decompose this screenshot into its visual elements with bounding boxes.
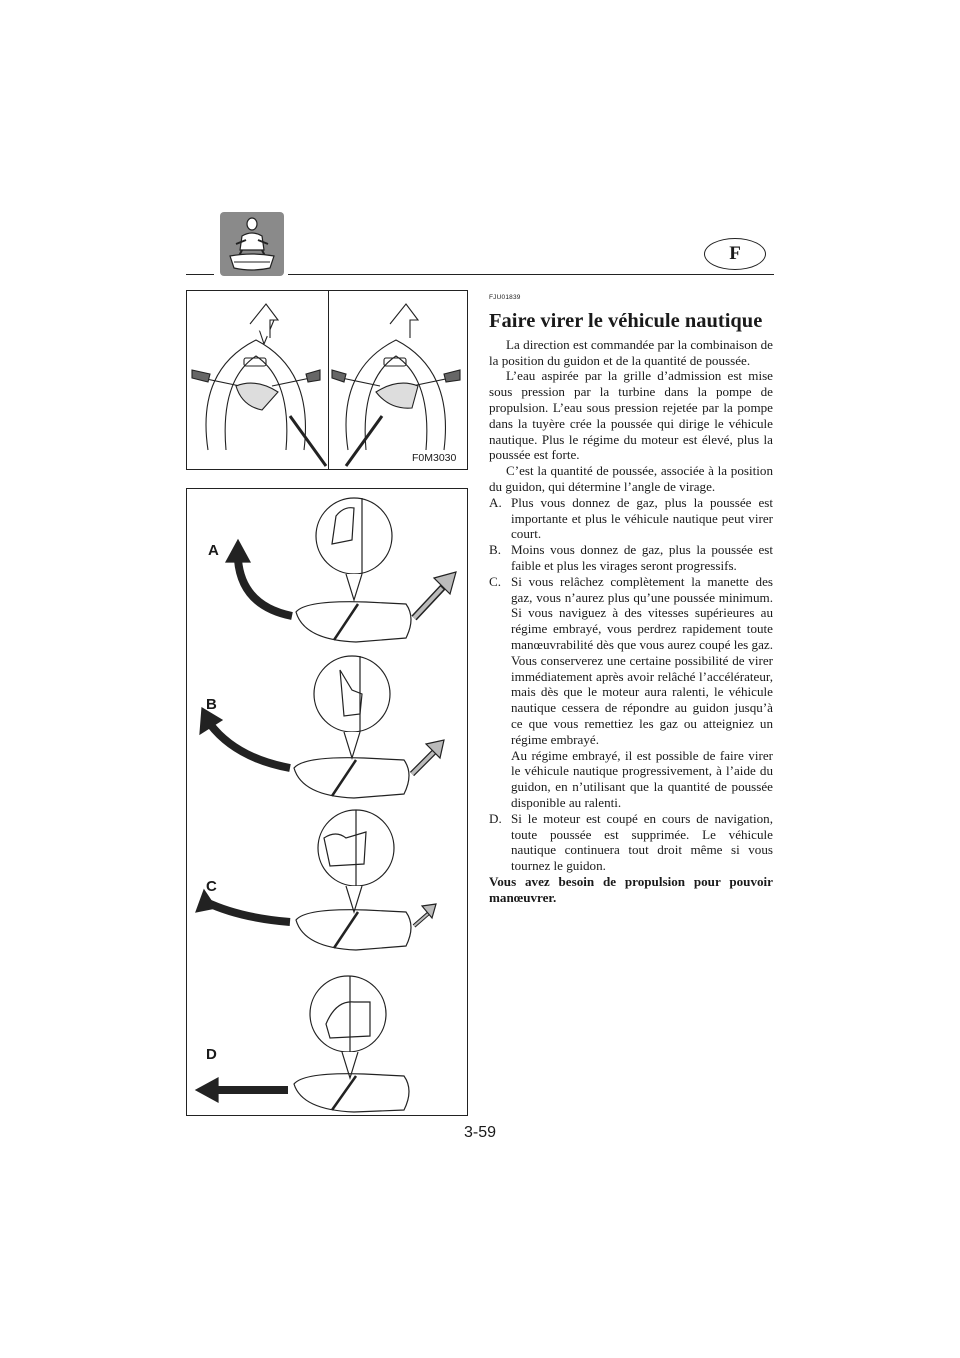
figure-label-b: B xyxy=(206,696,217,713)
paragraph: L’eau aspirée par la grille d’admission est mise sous pression par la turbine dans la pompe de propulsion. L’eau sous pression rejetée par la pompe dans la tuyère crée la poussée qui dirige le véhicule nautique. Plus le régime du moteur est élevé, plus la poussée est forte. xyxy=(489,368,773,463)
list-item-letter: D. xyxy=(489,810,502,826)
text-column xyxy=(489,290,773,905)
paragraph: C’est la quantité de poussée, associée à la position du guidon, qui détermine l’angle de virage. xyxy=(489,463,773,494)
list-item xyxy=(489,811,773,874)
document-code: FJU01839 xyxy=(489,294,521,301)
list-item-subtext: Au régime embrayé, il est possible de faire virer le véhicule nautique progressivement, à l’aide du guidon, en n’utilisant que la quantité de poussée disponible au ralenti. xyxy=(511,747,773,810)
page-number: 3-59 xyxy=(463,1124,497,1141)
figure-label-a: A xyxy=(208,542,219,559)
list-item-text: Moins vous donnez de gaz, plus la poussée est faible et plus les virages seront progressifs. xyxy=(511,542,773,573)
turning-sequence-illustration xyxy=(186,488,468,1116)
header-rule-right xyxy=(288,274,774,275)
figure-label-d: D xyxy=(206,1046,217,1063)
list-item-letter: B. xyxy=(489,542,502,558)
list-item-text: Si le moteur est coupé en cours de navigation, toute poussée est supprimée. Le véhicule nautique continuera tout droit même si vous tournez le guidon. xyxy=(511,810,773,874)
list-item-letter: C. xyxy=(489,573,502,589)
list-item-text: Si vous relâchez complètement la manette des gaz, vous n’aurez plus qu’une poussée minimum. Si vous naviguez à des vitesses supérieures au régime embrayé, vous perdrez rapidement toute manœuvrabilité dès que vous aurez coupé les gaz. Vous conserverez une certaine possibilité de virer immédiatement après avoir relâché l’accélérateur, mais dès que le moteur aura ralenti, le véhicule nautique cessera de répondre au guidon jusqu’à ce que vous remettiez les gaz ou atteigniez un régime embrayé. xyxy=(511,573,773,747)
final-note: Vous avez besoin de propulsion pour pouvoir manœuvrer. xyxy=(489,873,773,905)
list-item-letter: A. xyxy=(489,494,502,510)
list-item xyxy=(489,574,773,748)
paragraph: La direction est commandée par la combinaison de la position du guidon et de la quantité de poussée. xyxy=(489,336,773,368)
list-item-text: Plus vous donnez de gaz, plus la poussée est importante et plus le véhicule nautique peut virer court. xyxy=(511,494,773,542)
section-title: Faire virer le véhicule nautique xyxy=(489,309,763,332)
figure-label-c: C xyxy=(206,878,217,895)
handlebar-turn-illustration xyxy=(186,290,468,470)
rider-on-watercraft-icon xyxy=(220,212,284,276)
list-item xyxy=(489,542,773,574)
header-rule-left xyxy=(186,274,214,275)
language-badge: F xyxy=(704,238,766,270)
figure-code: F0M3030 xyxy=(412,452,457,464)
list-item xyxy=(489,495,773,542)
